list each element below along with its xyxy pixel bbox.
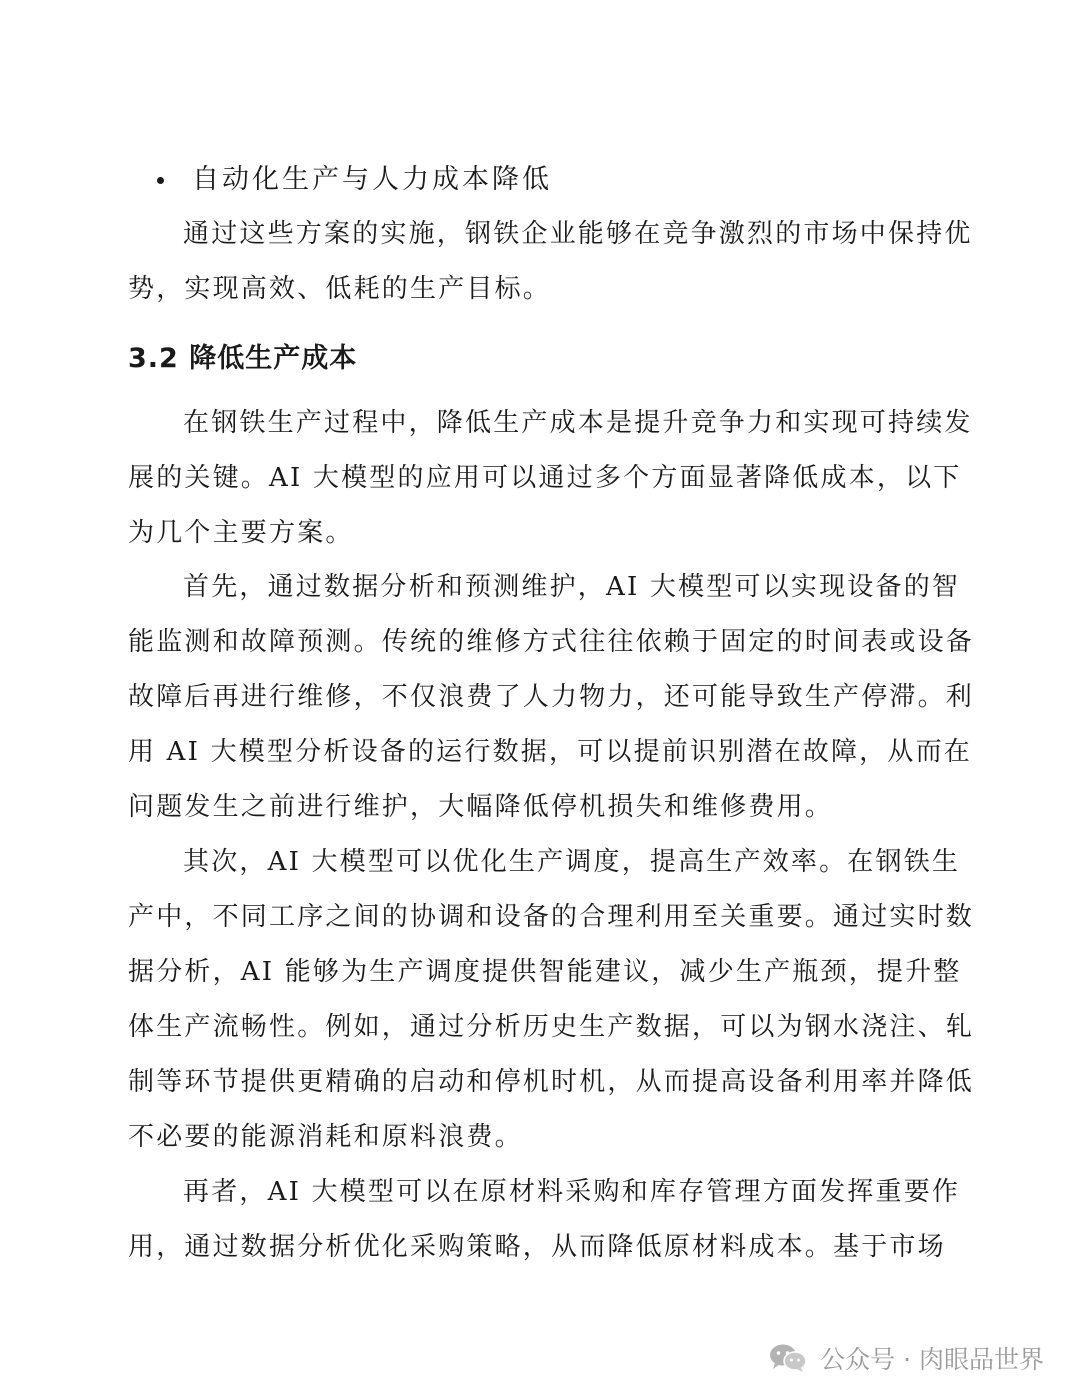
paragraph-production-scheduling: 其次，AI 大模型可以优化生产调度，提高生产效率。在钢铁生产中，不同工序之间的协调和设备的合理利用至关重要。通过实时数据分析，AI 能够为生产调度提供智能建议，减少生产瓶颈，提升整体生产流畅性。例如，通过分析历史生产数据，可以为钢水浇注、轧制等环节提供更精确的启动和停机时机，从而提高设备利用率并降低不必要的能源消耗和原料浪费。	[128, 847, 975, 1152]
bullet-icon	[157, 177, 164, 184]
watermark	[768, 1338, 1044, 1378]
paragraph-procurement: 再者，AI 大模型可以在原材料采购和库存管理方面发挥重要作用，通过数据分析优化采购策略，从而降低原材料成本。基于市场	[128, 1177, 961, 1262]
wechat-icon	[768, 1343, 808, 1373]
bullet-item-text: 自动化生产与人力成本降低	[192, 164, 552, 195]
section-heading: 3.2 降低生产成本	[128, 343, 358, 374]
paragraph-cost-intro: 在钢铁生产过程中，降低生产成本是提升竞争力和实现可持续发展的关键。AI 大模型的应用可以通过多个方面显著降低成本，以下为几个主要方案。	[128, 408, 973, 548]
bullet-list-item	[150, 158, 970, 202]
paragraph-predictive-maintenance: 首先，通过数据分析和预测维护，AI 大模型可以实现设备的智能监测和故障预测。传统的维修方式往往依赖于固定的时间表或设备故障后再进行维修，不仅浪费了人力物力，还可能导致生产停滞。利用 AI 大模型分析设备的运行数据，可以提前识别潜在故障，从而在问题发生之前进行维护，大幅降低停机损失和维修费用。	[128, 572, 975, 822]
intro-paragraph: 通过这些方案的实施，钢铁企业能够在竞争激烈的市场中保持优势，实现高效、低耗的生产目标。	[128, 219, 973, 304]
watermark-text: 公众号 · 肉眼品世界	[820, 1345, 1044, 1374]
